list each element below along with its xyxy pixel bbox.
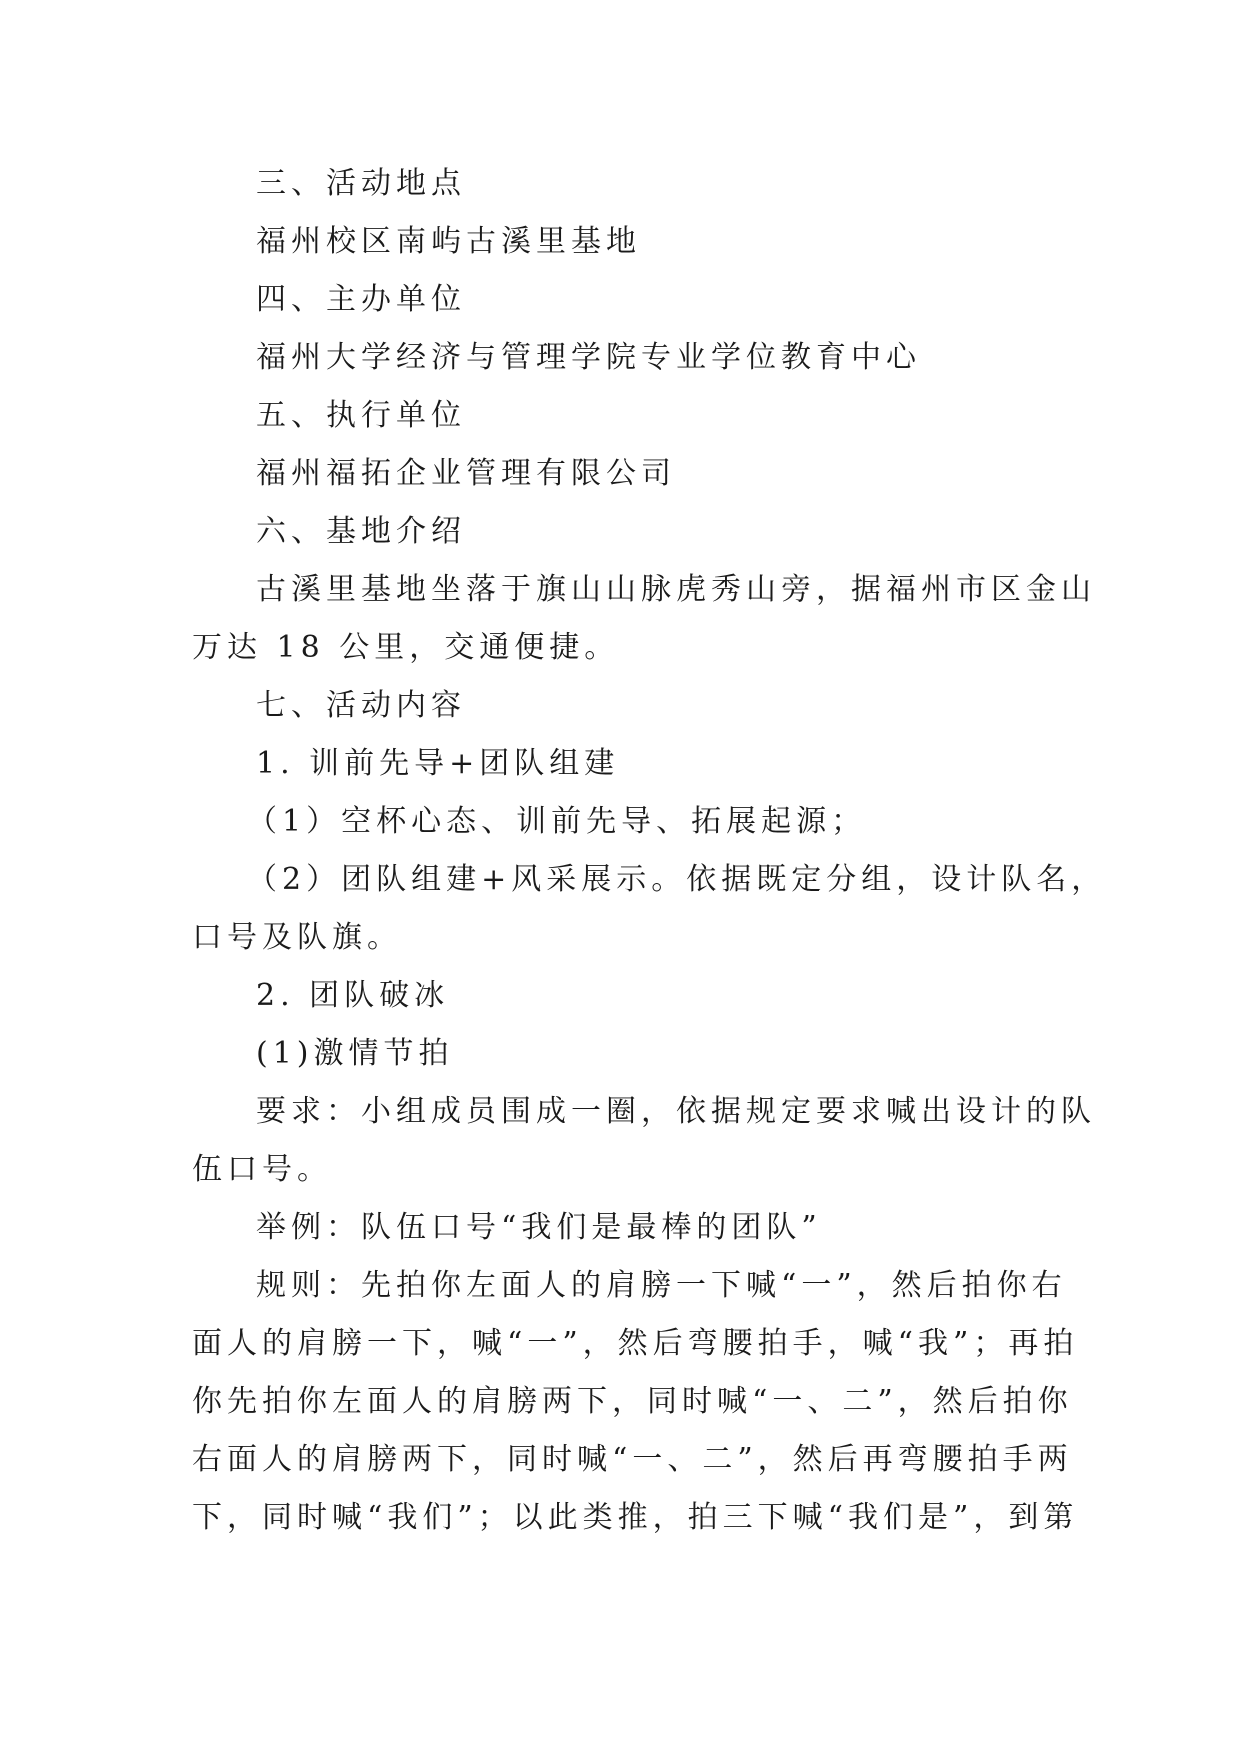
section-heading-organizer: 四、主办单位 bbox=[256, 282, 466, 317]
rule-line-4: 右面人的肩膀两下，同时喊“一、二”，然后再弯腰拍手两 bbox=[192, 1442, 1073, 1477]
base-intro-line-2: 万达 18 公里，交通便捷。 bbox=[192, 630, 620, 665]
rule-line-3: 你先拍你左面人的肩膀两下，同时喊“一、二”，然后拍你 bbox=[192, 1384, 1073, 1419]
rule-line-2: 面人的肩膀一下，喊“一”，然后弯腰拍手，喊“我”；再拍 bbox=[192, 1326, 1079, 1361]
base-intro-line-1: 古溪里基地坐落于旗山山脉虎秀山旁，据福州市区金山 bbox=[256, 572, 1096, 607]
rule-line-1: 规则：先拍你左面人的肩膀一下喊“一”，然后拍你右 bbox=[256, 1268, 1067, 1303]
document-body bbox=[192, 155, 1107, 1547]
activity-item-1-sub-2-line-1: （2）团队组建+风采展示。依据既定分组，设计队名， bbox=[247, 862, 1107, 897]
activity-item-2-title: 2. 团队破冰 bbox=[256, 978, 450, 1013]
organizer-text: 福州大学经济与管理学院专业学位教育中心 bbox=[256, 340, 921, 375]
location-text: 福州校区南屿古溪里基地 bbox=[256, 224, 641, 259]
rule-line-5: 下，同时喊“我们”；以此类推，拍三下喊“我们是”，到第 bbox=[192, 1500, 1079, 1535]
section-heading-activities: 七、活动内容 bbox=[256, 688, 466, 723]
section-heading-location: 三、活动地点 bbox=[256, 166, 466, 201]
activity-item-1-sub-1: （1）空杯心态、训前先导、拓展起源； bbox=[247, 804, 867, 839]
section-heading-executor: 五、执行单位 bbox=[256, 398, 466, 433]
executor-text: 福州福拓企业管理有限公司 bbox=[256, 456, 676, 491]
requirement-line-1: 要求：小组成员围成一圈，依据规定要求喊出设计的队 bbox=[256, 1094, 1096, 1129]
example-line: 举例：队伍口号“我们是最棒的团队” bbox=[256, 1210, 822, 1245]
activity-item-1-sub-2-line-2: 口号及队旗。 bbox=[192, 920, 402, 955]
section-heading-base-intro: 六、基地介绍 bbox=[256, 514, 466, 549]
activity-item-2-sub-1: (1)激情节拍 bbox=[256, 1036, 454, 1071]
activity-item-1-title: 1. 训前先导+团队组建 bbox=[256, 746, 620, 781]
requirement-line-2: 伍口号。 bbox=[192, 1152, 332, 1187]
